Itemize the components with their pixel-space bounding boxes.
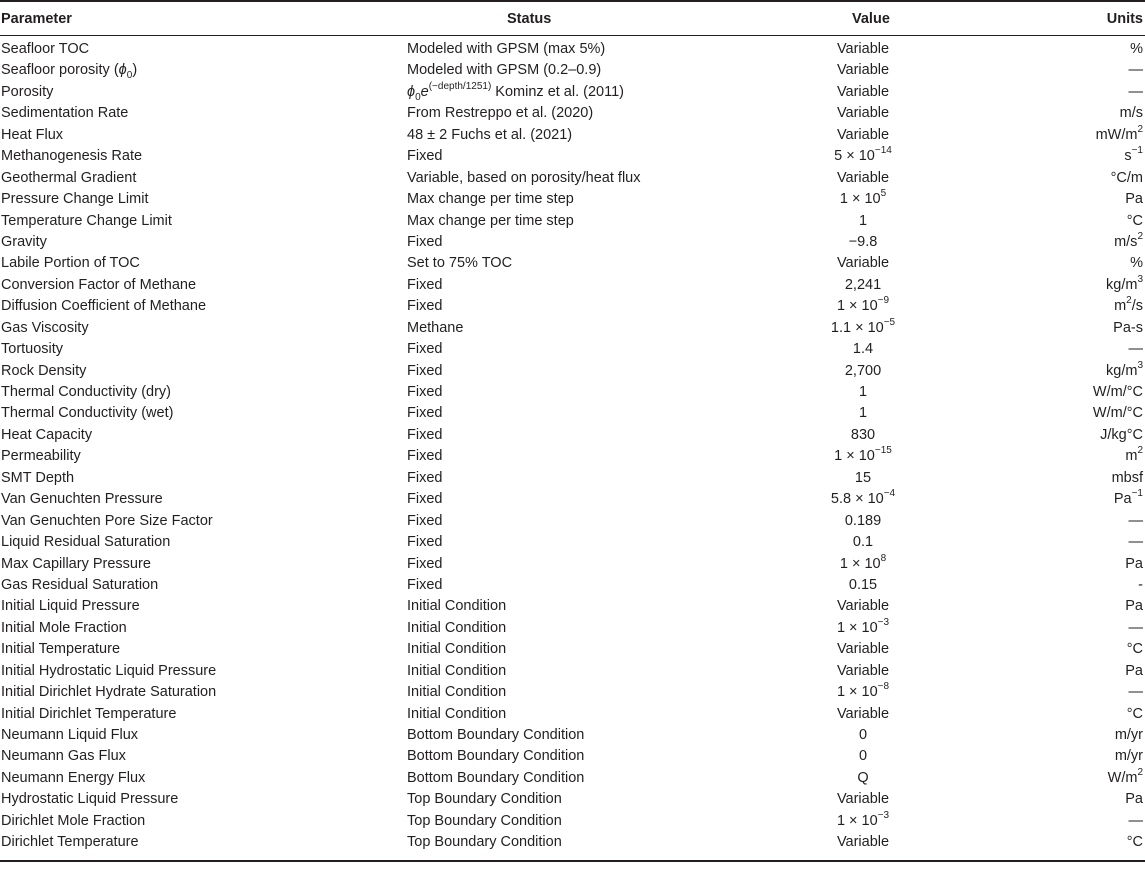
status-cell: $\phi_0e^{(-depth/1251)}$ Kominz et al. (2011): [407, 81, 624, 103]
value-cell: 1: [858, 384, 868, 400]
table-row: [0, 60, 1145, 81]
value-cell: 1: [858, 405, 868, 422]
units-cell: $kg/m^3$: [1106, 359, 1143, 379]
units-cell: °C: [1126, 834, 1143, 851]
status-cell: Set to 75% TOC: [407, 255, 513, 272]
status-cell: Fixed: [407, 448, 443, 465]
value-cell: Variable: [836, 105, 890, 122]
table-row: [0, 403, 1145, 424]
units-cell: $s^{-1}$: [1124, 145, 1143, 165]
value-cell: 2,241: [844, 276, 882, 293]
parameter-cell: Liquid Residual Saturation: [1, 534, 171, 551]
table-row: [0, 618, 1145, 639]
units-cell: %: [1130, 255, 1143, 272]
table-row: [0, 125, 1145, 146]
parameter-cell: Neumann Energy Flux: [1, 769, 146, 786]
status-cell: Fixed: [407, 405, 443, 422]
units-cell: Pa: [1125, 791, 1143, 808]
status-cell: Fixed: [407, 512, 443, 529]
value-cell: $1 \times 10^8$: [839, 552, 887, 572]
status-cell: Initial Condition: [407, 619, 507, 636]
value-cell: Variable: [836, 255, 890, 272]
table-row: [0, 189, 1145, 210]
units-cell: $m^2$: [1125, 445, 1143, 465]
table-bottom-rule: [0, 860, 1145, 862]
value-cell: Variable: [836, 834, 890, 851]
status-cell: Fixed: [407, 362, 443, 379]
parameter-cell: Pressure Change Limit: [1, 191, 149, 208]
status-cell: Max change per time step: [407, 212, 574, 229]
status-cell: From Restreppo et al. (2020): [407, 105, 594, 122]
status-cell: Top Boundary Condition: [407, 791, 562, 808]
parameter-cell: Gas Viscosity: [1, 319, 89, 336]
value-cell: Variable: [836, 169, 890, 186]
units-cell: —: [1128, 812, 1143, 829]
units-cell: —: [1128, 684, 1143, 701]
parameter-cell: Thermal Conductivity (dry): [1, 384, 172, 400]
table-row: [0, 575, 1145, 596]
table-row: [0, 382, 1145, 403]
value-cell: Variable: [836, 598, 890, 615]
status-cell: Fixed: [407, 276, 443, 293]
parameter-cell: Tortuosity: [1, 341, 64, 358]
value-cell: 0.189: [844, 512, 882, 529]
parameter-cell: Neumann Gas Flux: [1, 748, 126, 765]
table-row: [0, 832, 1145, 853]
parameter-cell: Methanogenesis Rate: [1, 148, 143, 165]
units-cell: —: [1128, 512, 1143, 529]
status-cell: Fixed: [407, 341, 443, 358]
header-units: Units: [1106, 11, 1143, 27]
status-cell: Top Boundary Condition: [407, 812, 562, 829]
parameter-cell: SMT Depth: [1, 469, 75, 486]
units-cell: W/m/°C: [1092, 405, 1143, 422]
status-cell: 48 ± 2 Fuchs et al. (2021): [407, 126, 573, 143]
value-cell: 2,700: [844, 362, 882, 379]
units-cell: Pa: [1125, 662, 1143, 679]
parameter-cell: Van Genuchten Pore Size Factor: [1, 512, 213, 529]
table-row: [0, 146, 1145, 167]
units-cell: mbsf: [1111, 469, 1143, 486]
units-cell: $m^2/s$: [1114, 295, 1143, 315]
value-cell: $1 \times 10^{-15}$: [834, 445, 892, 465]
header-status: Status: [507, 11, 552, 27]
table-row: [0, 361, 1145, 382]
value-cell: $5 \times 10^{-14}$: [834, 145, 892, 165]
value-cell: 15: [854, 469, 872, 486]
status-cell: Bottom Boundary Condition: [407, 769, 585, 786]
value-cell: 0.1: [852, 534, 874, 551]
value-cell: 0: [858, 748, 868, 765]
units-cell: °C: [1126, 212, 1143, 229]
table-row: [0, 746, 1145, 767]
table-body: [0, 36, 1145, 860]
units-cell: —: [1128, 341, 1143, 358]
units-cell: Pa-s: [1113, 319, 1143, 336]
table-row: [0, 768, 1145, 789]
status-cell: Initial Condition: [407, 705, 507, 722]
table-row: [0, 811, 1145, 832]
status-cell: Modeled with GPSM (0.2–0.9): [407, 62, 602, 79]
status-cell: Max change per time step: [407, 191, 574, 208]
value-cell: $1 \times 10^{-8}$: [836, 681, 890, 701]
value-cell: Variable: [836, 83, 890, 100]
value-cell: $1 \times 10^{-9}$: [836, 295, 890, 315]
value-cell: −9.8: [848, 233, 878, 250]
parameter-cell: Initial Temperature: [1, 641, 121, 658]
parameter-cell: Dirichlet Temperature: [1, 834, 139, 851]
value-cell: Variable: [836, 662, 890, 679]
parameter-cell: Gravity: [1, 233, 47, 250]
table-row: [0, 339, 1145, 360]
value-cell: $1 \times 10^5$: [839, 188, 887, 208]
units-cell: $Pa^{-1}$: [1113, 488, 1143, 508]
value-cell: $1.1 \times 10^{-5}$: [830, 316, 896, 336]
parameter-cell: Heat Flux: [1, 126, 64, 143]
value-cell: Variable: [836, 791, 890, 808]
parameter-cell: Van Genuchten Pressure: [1, 491, 163, 508]
header-value: Value: [852, 11, 890, 27]
parameter-cell: Heat Capacity: [1, 426, 93, 443]
status-cell: Fixed: [407, 555, 443, 572]
value-cell: 1.4: [852, 341, 874, 358]
parameter-cell: Sedimentation Rate: [1, 105, 129, 122]
status-cell: Modeled with GPSM (max 5%): [407, 41, 606, 57]
table-row: [0, 296, 1145, 317]
value-cell: Variable: [836, 62, 890, 79]
value-cell: $1 \times 10^{-3}$: [836, 809, 890, 829]
value-cell: Variable: [836, 641, 890, 658]
table-row: [0, 253, 1145, 274]
parameter-cell: Geothermal Gradient: [1, 169, 137, 186]
table-row: [0, 318, 1145, 339]
parameter-cell: Thermal Conductivity (wet): [1, 405, 174, 422]
table-row: [0, 639, 1145, 660]
table-row: [0, 211, 1145, 232]
status-cell: Initial Condition: [407, 641, 507, 658]
value-cell: $1 \times 10^{-3}$: [836, 616, 890, 636]
value-cell: 0: [858, 727, 868, 743]
value-cell: Variable: [836, 705, 890, 722]
table-row: [0, 168, 1145, 189]
units-cell: —: [1128, 62, 1143, 79]
table-row: [0, 554, 1145, 575]
value-cell: $5.8 \times 10^{-4}$: [830, 488, 896, 508]
parameter-cell: Temperature Change Limit: [1, 212, 172, 229]
units-cell: m/s: [1119, 105, 1143, 122]
status-cell: Fixed: [407, 233, 443, 250]
table-row: [0, 725, 1145, 746]
table-row: [0, 275, 1145, 296]
units-cell: $m/s^2$: [1114, 231, 1143, 250]
header-parameter: Parameter: [1, 11, 72, 27]
units-cell: m/yr: [1114, 748, 1143, 765]
units-cell: Pa: [1125, 598, 1143, 615]
parameter-cell: Labile Portion of TOC: [1, 255, 140, 272]
status-cell: Top Boundary Condition: [407, 834, 562, 851]
units-cell: °C: [1126, 705, 1143, 722]
value-cell: 830: [850, 426, 876, 443]
parameter-cell: Neumann Liquid Flux: [1, 727, 139, 743]
parameter-cell: Seafloor TOC: [1, 41, 90, 57]
units-cell: —: [1128, 534, 1143, 551]
table-row: [0, 468, 1145, 489]
parameter-cell: Initial Hydrostatic Liquid Pressure: [1, 662, 217, 679]
parameter-cell: Max Capillary Pressure: [1, 555, 151, 572]
table-row: [0, 82, 1145, 103]
table-row: [0, 661, 1145, 682]
units-cell: Pa: [1125, 191, 1143, 208]
parameter-cell: Initial Mole Fraction: [1, 619, 127, 636]
status-cell: Fixed: [407, 298, 443, 315]
table-row: [0, 446, 1145, 467]
value-cell: Variable: [836, 41, 890, 57]
status-cell: Fixed: [407, 469, 443, 486]
units-cell: $mW/m^2$: [1095, 123, 1143, 143]
parameter-cell: Initial Dirichlet Temperature: [1, 705, 177, 722]
table-header-row: [0, 2, 1145, 35]
parameter-cell: Hydrostatic Liquid Pressure: [1, 791, 179, 808]
parameter-cell: Seafloor porosity $(\phi_0)$: [1, 62, 138, 82]
parameter-cell: Gas Residual Saturation: [1, 576, 159, 593]
status-cell: Fixed: [407, 491, 443, 508]
parameter-cell: Permeability: [1, 448, 81, 465]
parameter-cell: Diffusion Coefficient of Methane: [1, 298, 207, 315]
value-cell: Variable: [836, 126, 890, 143]
table-row: [0, 103, 1145, 124]
units-cell: Pa: [1125, 555, 1143, 572]
parameter-cell: Rock Density: [1, 362, 87, 379]
status-cell: Methane: [407, 319, 464, 336]
status-cell: Bottom Boundary Condition: [407, 727, 585, 743]
units-cell: m/yr: [1114, 727, 1143, 743]
table-row: [0, 489, 1145, 510]
units-cell: $kg/m^3$: [1106, 273, 1143, 293]
status-cell: Fixed: [407, 426, 443, 443]
status-cell: Variable, based on porosity/heat flux: [407, 169, 641, 186]
status-cell: Fixed: [407, 534, 443, 551]
table-row: [0, 511, 1145, 532]
table-row: [0, 232, 1145, 253]
units-cell: °C/m: [1110, 169, 1143, 186]
table-row: [0, 682, 1145, 703]
table-row: [0, 789, 1145, 810]
units-cell: -: [1138, 576, 1143, 593]
value-cell: 1: [858, 212, 868, 229]
value-cell: Q: [857, 769, 869, 786]
table-row: [0, 39, 1145, 60]
parameter-cell: Initial Liquid Pressure: [1, 598, 140, 615]
table-row: [0, 704, 1145, 725]
parameter-cell: Dirichlet Mole Fraction: [1, 812, 146, 829]
parameter-cell: Initial Dirichlet Hydrate Saturation: [1, 684, 217, 701]
units-cell: W/m/°C: [1092, 384, 1143, 400]
status-cell: Initial Condition: [407, 662, 507, 679]
units-cell: %: [1130, 41, 1143, 57]
units-cell: —: [1128, 619, 1143, 636]
units-cell: $W/m^2$: [1107, 767, 1143, 786]
table-row: [0, 532, 1145, 553]
table-row: [0, 425, 1145, 446]
status-cell: Fixed: [407, 148, 443, 165]
status-cell: Bottom Boundary Condition: [407, 748, 585, 765]
status-cell: Initial Condition: [407, 598, 507, 615]
units-cell: J/kg°C: [1100, 426, 1143, 443]
units-cell: —: [1128, 83, 1143, 100]
parameter-cell: Conversion Factor of Methane: [1, 276, 197, 293]
value-cell: 0.15: [848, 576, 878, 593]
table-row: [0, 596, 1145, 617]
status-cell: Fixed: [407, 576, 443, 593]
parameter-cell: Porosity: [1, 83, 54, 100]
units-cell: °C: [1126, 641, 1143, 658]
status-cell: Initial Condition: [407, 684, 507, 701]
status-cell: Fixed: [407, 384, 443, 400]
